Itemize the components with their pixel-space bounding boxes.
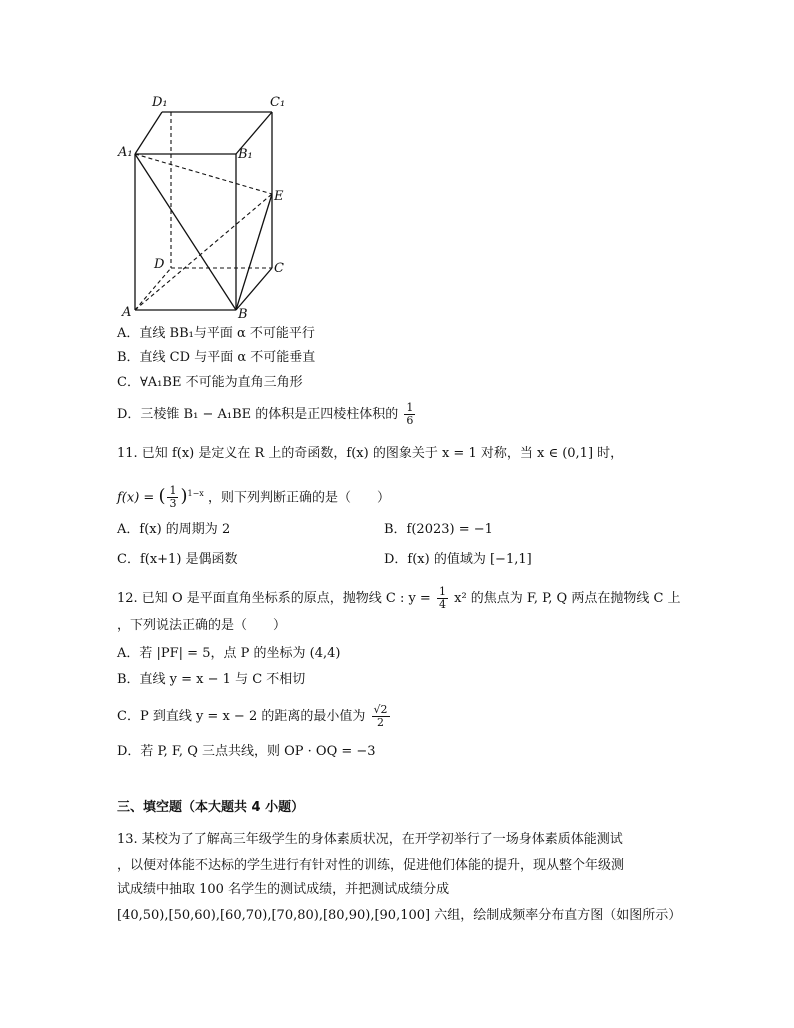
section-three-title: 三、填空题（本大题共 4 小题） [117,800,305,815]
label-d: D [154,257,165,272]
q12-fraction [437,586,448,611]
fraction-denominator: 2 [377,716,384,729]
q12-option-d: D．若 P, F, Q 三点共线，则 OP · OQ = −3 [117,744,376,759]
q11-exponent: 1−x [187,489,204,498]
label-c: C [274,261,284,276]
fraction-numerator: √2 [373,703,388,716]
q11-stem-line2: f(x) = ( $\frac{1}{3}$ )$^{1-x}$ ，则下列判断正确的是（ ） [117,484,390,511]
q10-option-d-text: D．三棱锥 B₁ − A₁BE 的体积是正四棱柱体积的 [117,407,399,422]
q11-fx: f(x) = [117,490,155,506]
q12-option-c-text: C．P 到直线 y = x − 2 的距离的最小值为 [117,709,366,724]
q13-line2: ，以便对体能不达标的学生进行有针对性的训练，促进他们体能的提升，现从整个年级测 [117,858,625,873]
q12-option-c [117,704,392,729]
q13-line1: 13. 某校为了了解高三年级学生的身体素质状况，在开学初举行了一场身体素质体能测试 [117,832,623,847]
hidden-edge-ad [135,268,171,310]
q13-line3: 试成绩中抽取 100 名学生的测试成绩，并把测试成绩分成 [117,882,450,897]
q12-option-b: B．直线 y = x − 1 与 C 不相切 [117,672,306,687]
edge-be [236,194,272,310]
label-e: E [274,189,284,204]
q10-option-b: B．直线 CD 与平面 α 不可能垂直 [117,350,316,365]
q11-option-a: A．f(x) 的周期为 2 [117,522,231,537]
label-d1: D₁ [152,95,168,110]
q12-stem-prefix: 12. 已知 O 是平面直角坐标系的原点，抛物线 C : y = [117,591,431,606]
label-a: A [122,305,132,320]
label-c1: C₁ [270,95,286,110]
edge-a1b [135,154,236,310]
q12-stem-line2: ，下列说法正确的是（ ） [117,618,287,633]
q10-option-d-fraction [404,402,415,427]
q12-stem-suffix: x² 的焦点为 F, P, Q 两点在抛物线 C 上 [454,591,681,606]
fraction-numerator: 1 [169,484,177,498]
edge-a1d1 [135,112,162,154]
q11-option-c: C．f(x+1) 是偶函数 [117,552,238,567]
q12-stem-line1 [117,586,681,611]
q10-option-a: A．直线 BB₁与平面 α 不可能平行 [117,326,315,341]
q12-option-a: A．若 |PF| = 5，点 P 的坐标为 (4,4) [117,646,341,661]
q11-fraction [167,485,178,510]
prism-figure [110,88,300,320]
label-a1: A₁ [118,145,133,160]
q13-line4: [40,50),[50,60),[60,70),[70,80),[80,90),[90,100] 六组，绘制成频率分布直方图（如图所示） [117,908,682,923]
fraction-denominator: 6 [406,414,414,427]
q11-option-b: B．f(2023) = −1 [384,522,493,537]
q10-option-d [117,402,417,427]
fraction-numerator: 1 [406,401,414,414]
fraction-denominator: 4 [438,598,446,611]
prism-diagram [110,88,300,320]
label-b: B [238,307,248,320]
label-b1: B₁ [238,147,253,162]
fraction-numerator: 1 [438,585,446,598]
fraction-denominator: 3 [169,497,177,511]
q11-stem-suffix: ，则下列判断正确的是（ ） [207,490,390,506]
edge-bc [236,268,272,310]
q12-option-c-fraction [372,704,390,729]
q11-stem-line1: 11. 已知 f(x) 是定义在 R 上的奇函数，f(x) 的图象关于 x = 1 对称，当 x ∈ (0,1] 时， [117,446,624,461]
q10-option-c: C．∀A₁BE 不可能为直角三角形 [117,375,303,390]
q11-option-d: D．f(x) 的值域为 [−1,1] [384,552,532,567]
